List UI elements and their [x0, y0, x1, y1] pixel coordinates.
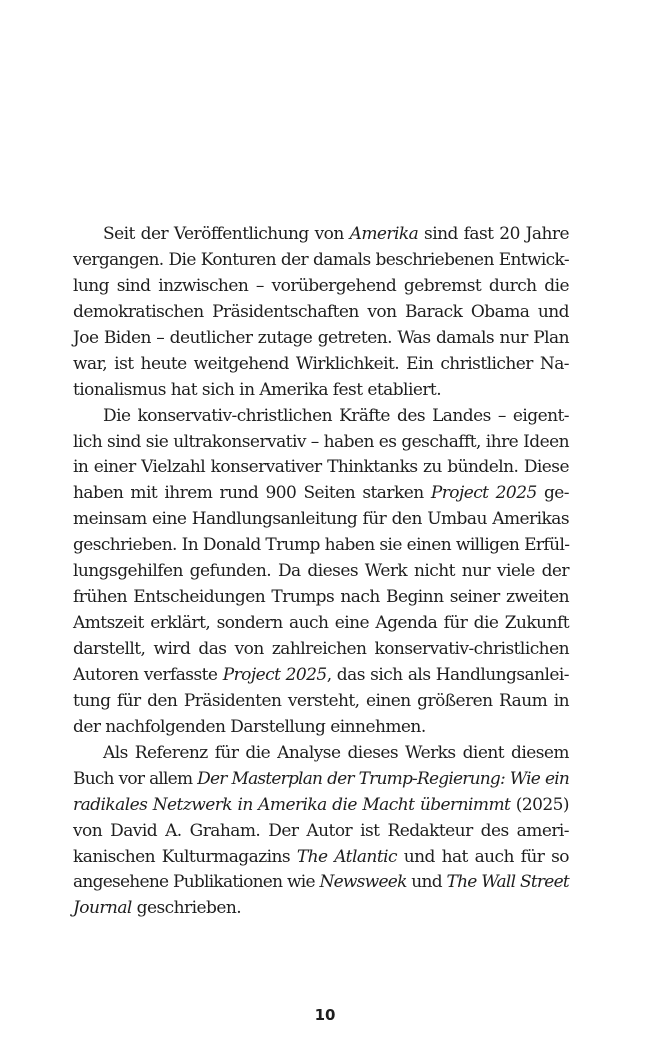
text-run: (2025) — [510, 794, 569, 815]
text-run: in einer Vielzahl konservativer Thinktanks zu bündeln. Diese — [73, 457, 569, 478]
text-run: geschrieben. — [131, 898, 242, 919]
text-line — [73, 741, 569, 767]
text-line — [73, 793, 569, 819]
italic-title: Newsweek — [319, 872, 407, 893]
text-run: tionalismus hat sich in Amerika fest etabliert. — [73, 379, 442, 400]
text-run: Buch vor allem — [73, 768, 198, 789]
text-run: Autoren verfasste — [73, 664, 223, 685]
text-line — [73, 300, 569, 326]
text-line — [73, 481, 569, 507]
italic-title: Journal — [73, 898, 132, 919]
text-line — [73, 663, 569, 689]
text-line — [73, 274, 569, 300]
text-run: kanischen Kulturmagazins — [73, 846, 297, 867]
text-run: meinsam eine Handlungsanleitung für den Umbau Amerikas — [73, 509, 569, 530]
text-run: der nachfolgenden Darstellung einnehmen. — [73, 716, 426, 737]
text-run: lung sind inzwischen – vorübergehend gebremst durch die — [73, 275, 569, 296]
text-line — [73, 715, 569, 741]
italic-title: Project 2025 — [222, 664, 327, 685]
italic-title: The Wall Street — [446, 872, 569, 893]
text-line — [73, 611, 569, 637]
text-run: sind fast 20 Jahre — [418, 224, 570, 244]
text-line — [73, 585, 569, 611]
text-run: darstellt, wird das von zahlreichen konservativ-christlichen — [73, 639, 569, 659]
text-run: Joe Biden – deutlicher zutage getreten. Was damals nur Plan — [73, 327, 569, 348]
text-line — [73, 430, 569, 456]
text-line — [73, 404, 569, 430]
text-run: demokratischen Präsidentschaften von Barack Obama und — [73, 301, 569, 322]
text-run: tung für den Präsidenten versteht, einen größeren Raum in — [73, 690, 569, 711]
italic-title: Amerika — [349, 224, 419, 244]
text-line — [73, 378, 569, 404]
text-run: und hat auch für so — [396, 846, 569, 867]
italic-title: Project 2025 — [430, 483, 537, 504]
text-line — [73, 248, 569, 274]
text-line — [73, 845, 569, 871]
text-run: haben mit ihrem rund 900 Seiten starken — [73, 483, 431, 504]
text-line — [73, 819, 569, 845]
text-run: lich sind sie ultrakonservativ – haben es geschafft, ihre Ideen — [73, 431, 569, 452]
text-run: Die konservativ-christlichen Kräfte des Landes – eigent- — [103, 405, 569, 426]
page-number: 10 — [314, 1006, 336, 1024]
text-line — [73, 896, 569, 922]
text-run: Seit der Veröffentlichung von — [103, 224, 350, 244]
text-line — [73, 637, 569, 663]
text-run: war, ist heute weitgehend Wirklichkeit. Ein christlicher Na- — [73, 353, 569, 374]
text-line — [73, 326, 569, 352]
text-line — [73, 352, 569, 378]
text-run: ge- — [536, 483, 569, 504]
text-line — [73, 559, 569, 585]
italic-title: The Atlantic — [296, 846, 397, 867]
text-run: von David A. Graham. Der Autor ist Redakteur des ameri- — [73, 820, 569, 841]
text-line — [73, 533, 569, 559]
text-run: und — [406, 872, 447, 893]
text-run: frühen Entscheidungen Trumps nach Beginn seiner zweiten — [73, 587, 569, 608]
text-run: geschrieben. In Donald Trump haben sie einen willigen Erfül- — [73, 535, 570, 556]
text-run: Amtszeit erklärt, sondern auch eine Agenda für die Zukunft — [73, 613, 569, 634]
text-run: , das sich als Handlungsanlei- — [326, 664, 569, 685]
text-line — [73, 870, 569, 896]
text-run: lungsgehilfen gefunden. Da dieses Werk nicht nur viele der — [73, 561, 569, 582]
text-run: angesehene Publikationen wie — [73, 872, 320, 893]
text-line — [73, 455, 569, 481]
italic-title: radikales Netzwerk in Amerika die Macht übernimmt — [73, 794, 511, 815]
text-line — [73, 222, 569, 248]
italic-title: Der Masterplan der Trump-Regierung: Wie ein — [197, 768, 569, 789]
text-line — [73, 767, 569, 793]
text-run: vergangen. Die Konturen der damals beschriebenen Entwick- — [73, 249, 569, 270]
body-text — [73, 222, 569, 922]
text-line — [73, 689, 569, 715]
text-line — [73, 507, 569, 533]
text-run: Als Referenz für die Analyse dieses Werks dient diesem — [103, 742, 569, 763]
